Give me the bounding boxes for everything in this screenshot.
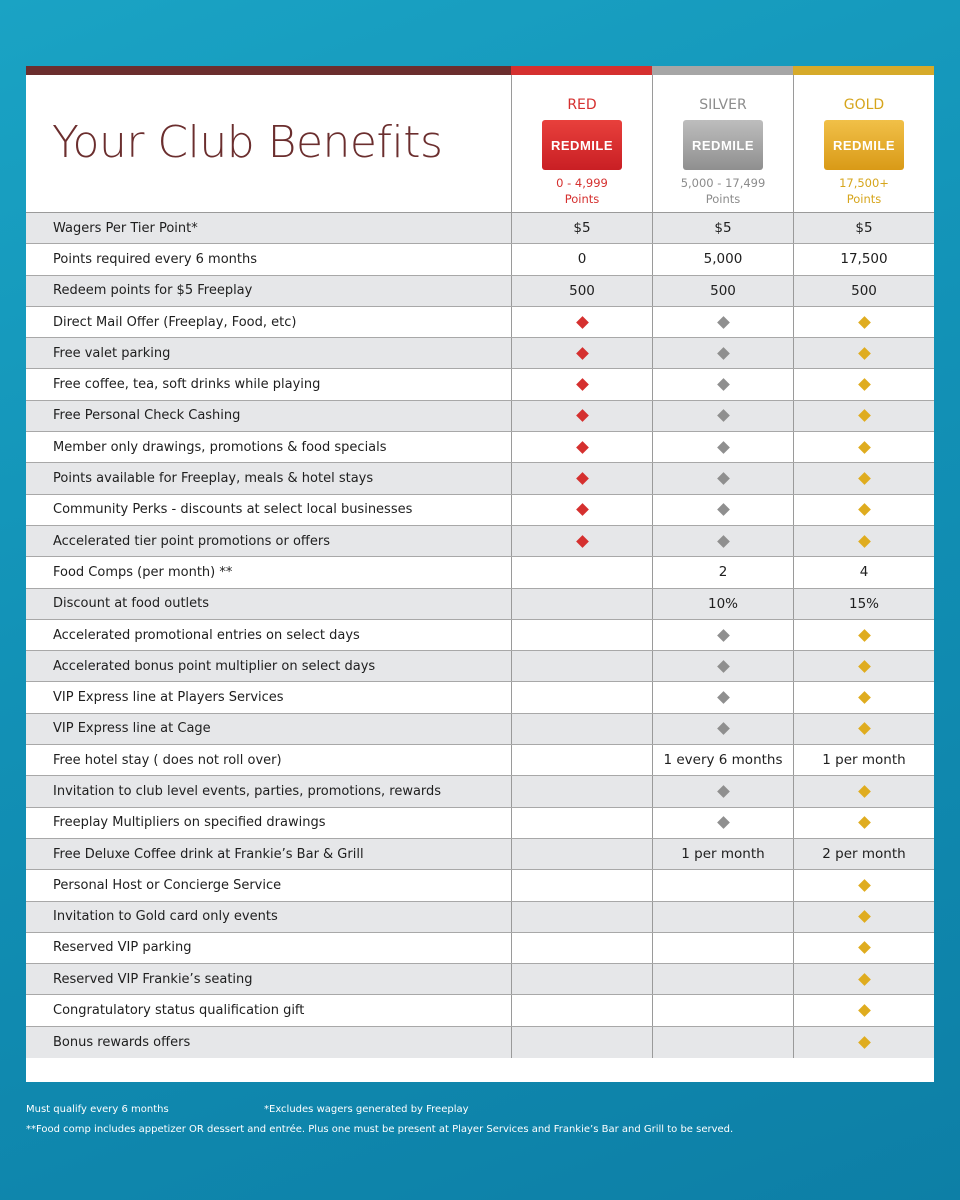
tier-points-label: Points — [705, 192, 741, 206]
gold-tier-value: 2 per month — [822, 846, 906, 863]
benefits-rows — [26, 213, 934, 1058]
silver-tier-cell — [652, 964, 793, 994]
table-row — [26, 463, 934, 494]
tier-name: RED — [567, 97, 597, 113]
gold-diamond-icon — [858, 660, 871, 673]
gold-tier-cell — [793, 776, 934, 806]
silver-diamond-icon — [717, 316, 730, 329]
red-tier-cell — [511, 964, 652, 994]
benefit-label: Reserved VIP Frankie’s seating — [53, 971, 253, 987]
red-diamond-icon — [576, 503, 589, 516]
header-bar-silver — [652, 66, 793, 75]
silver-tier-cell — [652, 933, 793, 963]
benefit-label: Freeplay Multipliers on specified drawings — [53, 815, 326, 831]
header-color-bar — [26, 66, 934, 75]
gold-diamond-icon — [858, 535, 871, 548]
tier-range: 17,500+ — [839, 176, 889, 190]
silver-diamond-icon — [717, 378, 730, 391]
table-header — [26, 75, 934, 213]
table-row — [26, 307, 934, 338]
gold-tier-cell — [793, 526, 934, 556]
silver-diamond-icon — [717, 629, 730, 642]
red-tier-cell — [511, 369, 652, 399]
silver-tier-cell — [652, 745, 793, 775]
tier-range: 0 - 4,999 — [556, 176, 608, 190]
silver-tier-cell — [652, 870, 793, 900]
silver-tier-cell — [652, 682, 793, 712]
benefit-label: Free hotel stay ( does not roll over) — [53, 752, 282, 768]
benefit-label: Redeem points for $5 Freeplay — [53, 283, 253, 299]
benefit-label: Reserved VIP parking — [53, 940, 192, 956]
benefit-label: Points required every 6 months — [53, 251, 258, 267]
red-diamond-icon — [576, 347, 589, 360]
silver-tier-value: 1 every 6 months — [663, 752, 783, 769]
tier-points-label: Points — [564, 192, 600, 206]
gold-tier-value: 4 — [859, 564, 869, 581]
silver-tier-cell — [652, 1027, 793, 1058]
gold-diamond-icon — [858, 1036, 871, 1049]
table-row — [26, 933, 934, 964]
silver-tier-cell — [652, 495, 793, 525]
gold-tier-cell — [793, 620, 934, 650]
silver-tier-cell — [652, 213, 793, 243]
silver-tier-cell — [652, 620, 793, 650]
benefit-label: Food Comps (per month) ** — [53, 564, 233, 580]
gold-diamond-icon — [858, 942, 871, 955]
tier-name: GOLD — [843, 97, 885, 113]
silver-tier-cell — [652, 557, 793, 587]
silver-tier-cell — [652, 776, 793, 806]
red-card-image: REDMILE — [542, 120, 622, 170]
silver-diamond-icon — [717, 535, 730, 548]
red-tier-cell — [511, 307, 652, 337]
tier-silver-column-header — [652, 75, 793, 212]
gold-tier-value: 15% — [848, 595, 879, 612]
red-diamond-icon — [576, 441, 589, 454]
table-row — [26, 682, 934, 713]
silver-tier-value: 5,000 — [703, 251, 743, 268]
silver-tier-cell — [652, 808, 793, 838]
red-tier-cell — [511, 495, 652, 525]
silver-tier-value: 2 — [718, 564, 728, 581]
red-diamond-icon — [576, 410, 589, 423]
silver-tier-cell — [652, 276, 793, 306]
silver-tier-value: $5 — [714, 220, 732, 237]
tier-gold-column-header — [793, 75, 934, 212]
table-row — [26, 651, 934, 682]
table-row — [26, 808, 934, 839]
red-tier-cell — [511, 995, 652, 1025]
red-tier-cell — [511, 1027, 652, 1058]
silver-tier-cell — [652, 338, 793, 368]
gold-diamond-icon — [858, 816, 871, 829]
benefit-label: Member only drawings, promotions & food specials — [53, 439, 387, 455]
silver-diamond-icon — [717, 785, 730, 798]
gold-diamond-icon — [858, 316, 871, 329]
silver-tier-value: 10% — [707, 595, 738, 612]
gold-diamond-icon — [858, 410, 871, 423]
silver-tier-cell — [652, 995, 793, 1025]
table-row — [26, 839, 934, 870]
silver-tier-cell — [652, 463, 793, 493]
benefit-label: Free Personal Check Cashing — [53, 408, 241, 424]
footnote-qualify: Must qualify every 6 months — [26, 1104, 169, 1115]
table-row — [26, 369, 934, 400]
benefit-label: Free coffee, tea, soft drinks while playing — [53, 377, 321, 393]
red-tier-cell — [511, 808, 652, 838]
red-diamond-icon — [576, 316, 589, 329]
silver-tier-cell — [652, 651, 793, 681]
silver-tier-cell — [652, 369, 793, 399]
red-tier-cell — [511, 338, 652, 368]
silver-tier-cell — [652, 401, 793, 431]
red-tier-cell — [511, 682, 652, 712]
red-tier-value: $5 — [573, 220, 591, 237]
gold-tier-cell — [793, 369, 934, 399]
table-row — [26, 557, 934, 588]
benefit-label: Personal Host or Concierge Service — [53, 877, 282, 893]
red-tier-cell — [511, 745, 652, 775]
table-row — [26, 276, 934, 307]
red-tier-value: 0 — [577, 251, 587, 268]
gold-diamond-icon — [858, 441, 871, 454]
benefit-label: Wagers Per Tier Point* — [53, 220, 198, 236]
gold-tier-cell — [793, 495, 934, 525]
red-tier-cell — [511, 276, 652, 306]
gold-diamond-icon — [858, 691, 871, 704]
benefit-label: Direct Mail Offer (Freeplay, Food, etc) — [53, 314, 297, 330]
silver-tier-cell — [652, 839, 793, 869]
gold-tier-cell — [793, 589, 934, 619]
page-title: Your Club Benefits — [52, 117, 443, 168]
benefit-label: Free Deluxe Coffee drink at Frankie’s Bar & Grill — [53, 846, 364, 862]
gold-tier-cell — [793, 213, 934, 243]
tier-points-label: Points — [846, 192, 882, 206]
gold-card-image: REDMILE — [824, 120, 904, 170]
table-row — [26, 776, 934, 807]
gold-tier-cell — [793, 276, 934, 306]
gold-tier-cell — [793, 745, 934, 775]
benefit-label: Points available for Freeplay, meals & hotel stays — [53, 471, 374, 487]
red-tier-cell — [511, 213, 652, 243]
benefit-label: Accelerated promotional entries on select days — [53, 627, 360, 643]
red-tier-cell — [511, 933, 652, 963]
benefit-label: Discount at food outlets — [53, 596, 210, 612]
gold-tier-cell — [793, 933, 934, 963]
table-row — [26, 714, 934, 745]
benefit-label: VIP Express line at Cage — [53, 721, 211, 737]
red-tier-cell — [511, 839, 652, 869]
silver-tier-cell — [652, 244, 793, 274]
red-tier-cell — [511, 902, 652, 932]
silver-diamond-icon — [717, 691, 730, 704]
gold-diamond-icon — [858, 910, 871, 923]
silver-tier-cell — [652, 714, 793, 744]
gold-tier-value: 1 per month — [822, 752, 906, 769]
table-row — [26, 589, 934, 620]
benefit-label: Invitation to club level events, parties, promotions, rewards — [53, 783, 442, 799]
gold-diamond-icon — [858, 503, 871, 516]
silver-tier-cell — [652, 589, 793, 619]
silver-diamond-icon — [717, 441, 730, 454]
silver-diamond-icon — [717, 410, 730, 423]
tier-red-column-header — [511, 75, 652, 212]
benefit-label: Community Perks - discounts at select local businesses — [53, 502, 413, 518]
red-tier-cell — [511, 620, 652, 650]
red-tier-cell — [511, 526, 652, 556]
gold-tier-cell — [793, 463, 934, 493]
silver-diamond-icon — [717, 660, 730, 673]
silver-diamond-icon — [717, 723, 730, 736]
gold-tier-value: 500 — [851, 282, 877, 299]
red-tier-cell — [511, 244, 652, 274]
table-row — [26, 338, 934, 369]
gold-tier-value: 17,500 — [840, 251, 888, 268]
table-row — [26, 432, 934, 463]
red-tier-cell — [511, 557, 652, 587]
red-tier-cell — [511, 463, 652, 493]
silver-diamond-icon — [717, 472, 730, 485]
silver-tier-cell — [652, 432, 793, 462]
red-tier-cell — [511, 651, 652, 681]
gold-diamond-icon — [858, 1004, 871, 1017]
gold-diamond-icon — [858, 472, 871, 485]
header-bar-gold — [793, 66, 934, 75]
silver-tier-cell — [652, 902, 793, 932]
gold-diamond-icon — [858, 378, 871, 391]
tier-name: SILVER — [699, 97, 747, 113]
red-diamond-icon — [576, 472, 589, 485]
table-row — [26, 902, 934, 933]
red-tier-cell — [511, 401, 652, 431]
header-bar-brand — [26, 66, 511, 75]
silver-card-image: REDMILE — [683, 120, 763, 170]
red-tier-cell — [511, 714, 652, 744]
silver-diamond-icon — [717, 503, 730, 516]
table-row — [26, 495, 934, 526]
gold-diamond-icon — [858, 723, 871, 736]
gold-tier-cell — [793, 557, 934, 587]
silver-diamond-icon — [717, 816, 730, 829]
benefit-label: Invitation to Gold card only events — [53, 909, 278, 925]
footnote-wagers: *Excludes wagers generated by Freeplay — [264, 1104, 469, 1115]
table-row — [26, 213, 934, 244]
benefit-label: VIP Express line at Players Services — [53, 690, 284, 706]
gold-tier-cell — [793, 714, 934, 744]
red-tier-cell — [511, 432, 652, 462]
table-row — [26, 1027, 934, 1058]
benefit-label: Free valet parking — [53, 345, 171, 361]
silver-tier-cell — [652, 526, 793, 556]
footnote-food-comp: **Food comp includes appetizer OR dessert and entrée. Plus one must be present at Player Services and Frankie’s Bar and Grill to be served. — [26, 1124, 734, 1135]
table-row — [26, 745, 934, 776]
gold-tier-value: $5 — [855, 220, 873, 237]
gold-tier-cell — [793, 995, 934, 1025]
gold-tier-cell — [793, 902, 934, 932]
table-row — [26, 244, 934, 275]
table-row — [26, 995, 934, 1026]
red-tier-cell — [511, 589, 652, 619]
silver-diamond-icon — [717, 347, 730, 360]
benefit-label: Congratulatory status qualification gift — [53, 1003, 305, 1019]
gold-tier-cell — [793, 307, 934, 337]
tier-range: 5,000 - 17,499 — [680, 176, 766, 190]
gold-tier-cell — [793, 808, 934, 838]
table-row — [26, 401, 934, 432]
gold-tier-cell — [793, 338, 934, 368]
red-tier-cell — [511, 776, 652, 806]
benefits-table — [26, 75, 934, 1082]
gold-tier-cell — [793, 682, 934, 712]
gold-diamond-icon — [858, 785, 871, 798]
table-row — [26, 620, 934, 651]
red-diamond-icon — [576, 378, 589, 391]
gold-diamond-icon — [858, 879, 871, 892]
gold-tier-cell — [793, 432, 934, 462]
gold-tier-cell — [793, 870, 934, 900]
silver-tier-cell — [652, 307, 793, 337]
gold-tier-cell — [793, 401, 934, 431]
table-row — [26, 964, 934, 995]
table-row — [26, 870, 934, 901]
header-bar-red — [511, 66, 652, 75]
silver-tier-value: 1 per month — [681, 846, 765, 863]
gold-diamond-icon — [858, 347, 871, 360]
gold-tier-cell — [793, 244, 934, 274]
gold-diamond-icon — [858, 973, 871, 986]
gold-tier-cell — [793, 651, 934, 681]
table-row — [26, 526, 934, 557]
gold-tier-cell — [793, 964, 934, 994]
red-tier-cell — [511, 870, 652, 900]
red-diamond-icon — [576, 535, 589, 548]
gold-diamond-icon — [858, 629, 871, 642]
red-tier-value: 500 — [569, 282, 595, 299]
benefit-label: Accelerated tier point promotions or offers — [53, 533, 330, 549]
gold-tier-cell — [793, 839, 934, 869]
benefit-label: Accelerated bonus point multiplier on select days — [53, 658, 376, 674]
gold-tier-cell — [793, 1027, 934, 1058]
benefit-label: Bonus rewards offers — [53, 1034, 191, 1050]
silver-tier-value: 500 — [710, 282, 736, 299]
